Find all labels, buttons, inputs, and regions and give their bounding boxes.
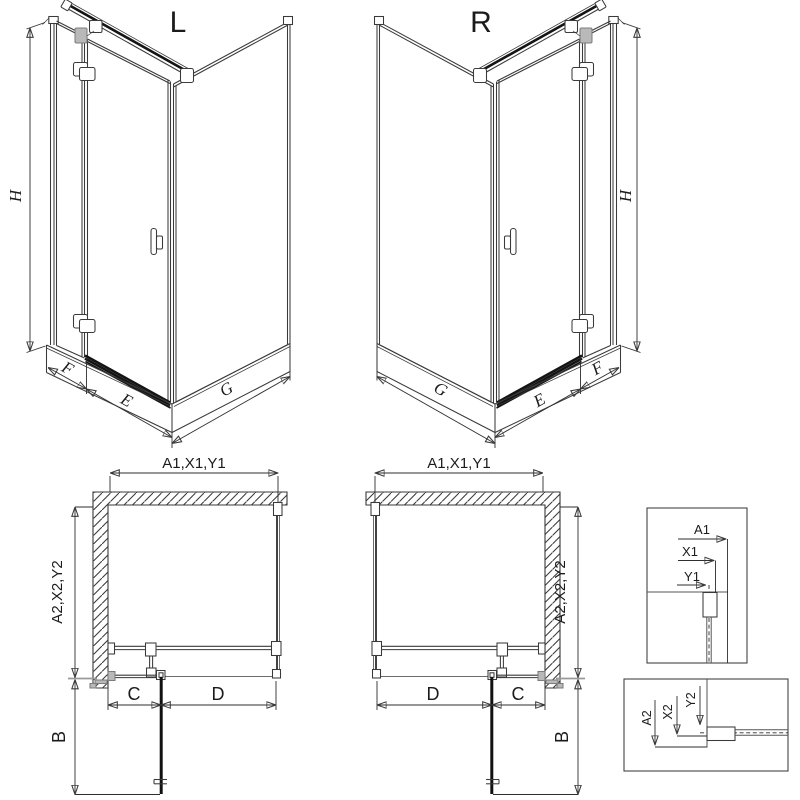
dim-label-f-right: F [588,357,607,380]
view-label-l: L [169,6,187,39]
dim-label-g-left: G [216,377,237,401]
cabin-3d-left-drawing [6,0,293,448]
detail-bottom-x2-label: X2 [661,704,675,720]
plan-right-drawing [366,455,585,795]
plan-left-dim-b-label: B [49,730,69,744]
profile-section-top [703,593,717,618]
dim-label-g-right: G [430,377,451,401]
profile-section-bottom [707,727,735,741]
detail-bottom-a2-label: A2 [640,710,654,726]
cabin-3d-right-drawing [375,0,641,448]
detail-box-bottom [624,679,788,771]
detail-box-top [647,508,747,663]
plan-right-dim-top-label: A1,X1,Y1 [427,455,491,472]
plan-left-dim-d-label: D [211,684,225,704]
plan-left-drawing [49,455,287,795]
detail-bottom-y2-label: Y2 [684,692,698,708]
plan-left-walls [93,492,287,688]
detail-top-a1-label: A1 [694,522,710,537]
detail-top-x1-label: X1 [682,544,698,559]
plan-right-dim-b-label: B [552,730,572,744]
plan-left-dim-c-label: C [127,684,141,704]
dim-label-e-left: E [117,389,136,412]
dim-label-f-left: F [58,357,77,380]
plan-left-dim-top-label: A1,X1,Y1 [162,455,226,472]
dim-label-h-left: H [6,189,25,203]
detail-top-y1-label: Y1 [684,569,700,584]
plan-right-dim-side-label: A2,X2,Y2 [552,560,569,624]
view-label-r: R [470,6,492,39]
dim-label-e-right: E [530,389,549,412]
plan-right-dim-d-label: D [426,684,440,704]
plan-left-dim-side-label: A2,X2,Y2 [49,560,66,624]
plan-right-walls [366,492,560,688]
dim-label-h-right: H [616,189,635,203]
plan-right-dim-c-label: C [511,684,525,704]
